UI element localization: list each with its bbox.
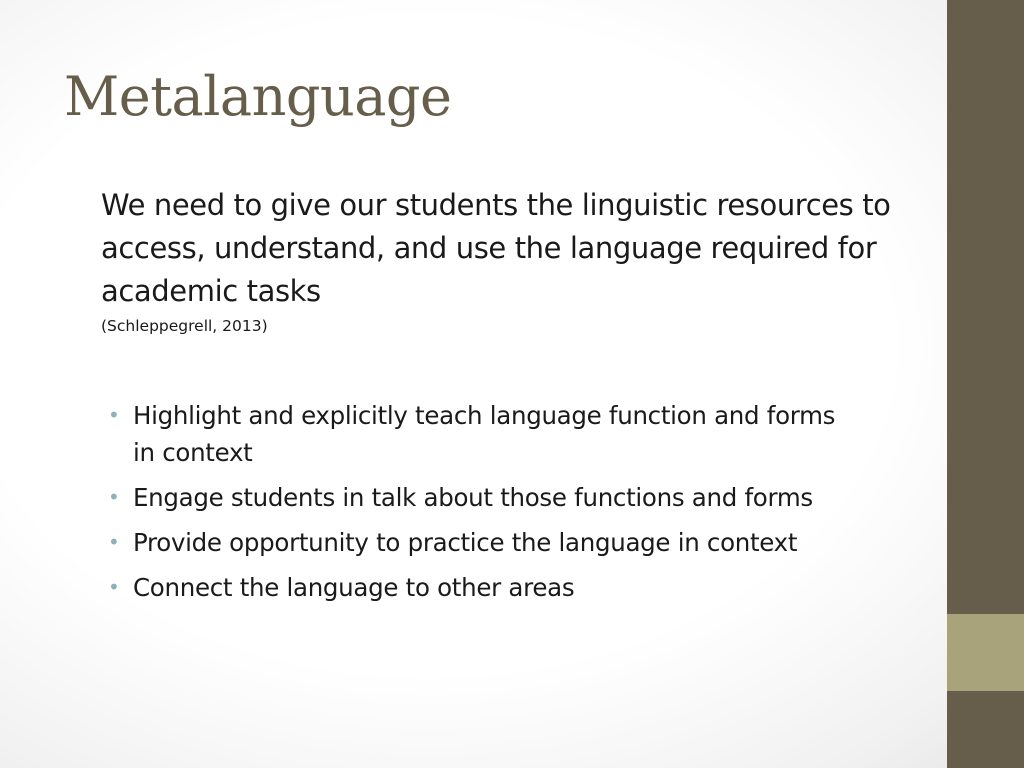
bullet-text: Connect the language to other areas bbox=[133, 573, 575, 602]
citation: (Schleppegrell, 2013) bbox=[101, 317, 268, 335]
bullet-item bbox=[104, 479, 864, 516]
bullet-list bbox=[104, 397, 864, 614]
bullet-item bbox=[104, 397, 864, 471]
bullet-icon: • bbox=[108, 485, 120, 509]
bullet-text: Highlight and explicitly teach language function and forms in context bbox=[133, 401, 836, 467]
bullet-item bbox=[104, 524, 864, 561]
bullet-icon: • bbox=[108, 403, 120, 427]
bullet-text: Provide opportunity to practice the language in context bbox=[133, 528, 798, 557]
bullet-icon: • bbox=[108, 575, 120, 599]
bullet-icon: • bbox=[108, 530, 120, 554]
intro-text: We need to give our students the linguistic resources to access, understand, and use the language required for academic tasks bbox=[101, 188, 891, 308]
bullet-text: Engage students in talk about those functions and forms bbox=[133, 483, 813, 512]
bullet-item bbox=[104, 569, 864, 606]
side-accent-block bbox=[947, 614, 1024, 691]
slide-title: Metalanguage bbox=[64, 65, 452, 128]
